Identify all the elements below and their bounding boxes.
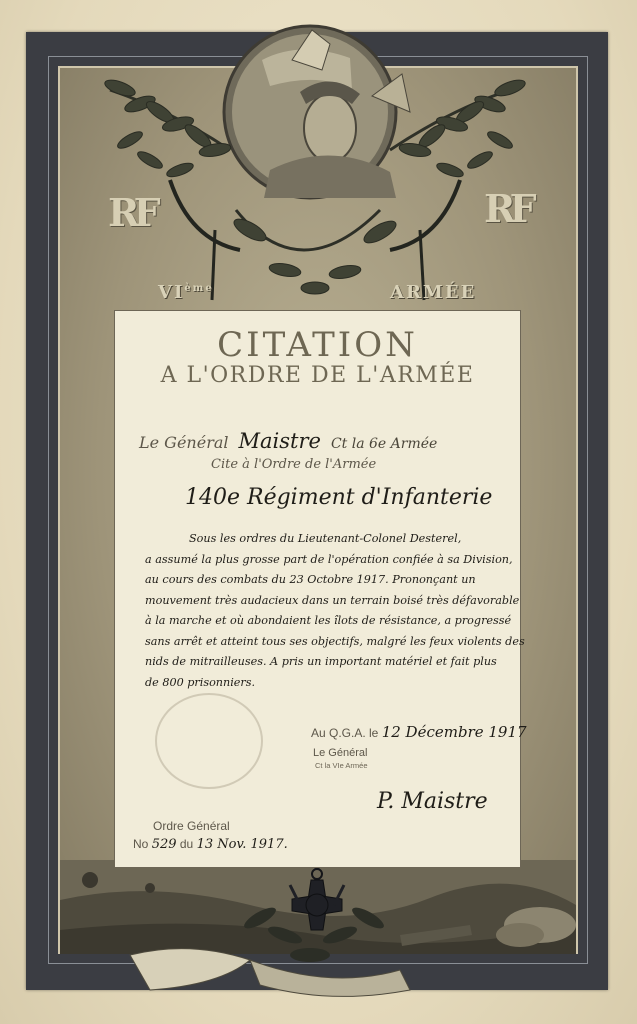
body-line: nids de mitrailleuses. A pris un important matériel et fait plus [145, 655, 497, 668]
order-no-prefix: No [133, 837, 149, 851]
general-command: Ct la 6e Armée [330, 436, 438, 452]
citation-body [145, 529, 525, 693]
army-number [158, 282, 214, 303]
faded-official-stamp [155, 693, 263, 789]
general-signature: P. Maistre [377, 789, 488, 814]
place-date-line [311, 723, 527, 741]
citation-title: CITATION [217, 325, 418, 365]
body-line: au cours des combats du 23 Octobre 1917. Prononçant un [145, 573, 476, 586]
rf-monogram-left: RF [108, 190, 155, 235]
order-number: 529 [151, 837, 177, 852]
army-number-text: VI [158, 282, 185, 303]
general-prefix: Le Général [139, 433, 229, 452]
army-label: ARMÉE [390, 282, 477, 303]
body-line: sans arrêt et atteint tous ses objectifs, malgré les feux violents des [145, 634, 525, 648]
marianne-medallion-icon [224, 26, 410, 198]
body-line: a assumé la plus grosse part de l'opération confiée à sa Division, [145, 552, 513, 566]
rf-monogram-right: RF [484, 186, 531, 231]
order-number-line [133, 837, 288, 852]
general-name: Maistre [238, 429, 321, 453]
citation-date: 12 Décembre 1917 [381, 723, 527, 741]
body-line: à la marche et où abondaient les îlots de résistance, a progressé [145, 614, 512, 627]
body-line: de 800 prisonniers. [145, 675, 256, 689]
signature-title: Le Général [313, 747, 368, 759]
signature-subtitle: Ct la VIe Armée [315, 761, 368, 770]
order-label: Ordre Général [153, 819, 230, 833]
body-line: Sous les ordres du Lieutenant-Colonel Desterel, [189, 532, 462, 545]
cite-line: Cite à l'Ordre de l'Armée [211, 457, 377, 472]
order-du: du [179, 837, 194, 851]
body-line: mouvement très audacieux dans un terrain boisé très défavorable [145, 593, 520, 607]
order-date: 13 Nov. 1917. [196, 837, 288, 852]
army-number-suffix: ème [184, 283, 214, 294]
regiment-name: 140e Régiment d'Infanterie [185, 485, 493, 510]
citation-card [114, 310, 527, 868]
general-line [139, 429, 437, 453]
place-prefix: Au Q.G.A. le [311, 726, 379, 740]
citation-subtitle: A L'ORDRE DE L'ARMÉE [160, 363, 475, 388]
